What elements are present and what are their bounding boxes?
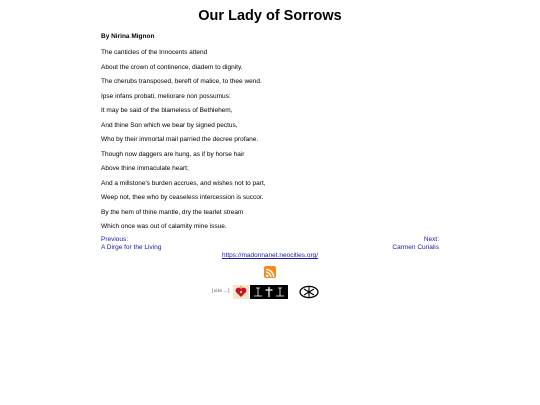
poem-line: By the hem of thine mantle, dry the tearlet stream [101,208,244,216]
next-link[interactable] [392,236,439,252]
rss-icon[interactable] [264,266,276,278]
site-home-link[interactable]: https://madonnanet.neocities.org/ [221,252,319,259]
poem-line: The canticles of the Innocents attend [101,49,208,56]
poem-line: Above thine immaculate heart; [101,165,189,172]
next-title: Carmen Curialis [392,244,439,251]
badge-row [0,285,540,301]
sacred-heart-icon[interactable] [233,285,249,304]
poem-line: And a millstone's burden accrues, and wishes not to part, [101,179,266,187]
author-byline: By Nirina Mignon [101,33,155,40]
badge-alt-text: [site ...] [212,289,230,294]
poem-line: And thine Son which we bear by signed pectus, [101,121,238,129]
poem-line: Ipse infans probati, meliorare non possumus: [101,92,231,100]
chi-rho-icon[interactable] [299,285,319,304]
previous-link[interactable] [101,236,161,252]
poem-line: Which once was out of calamity mine issue. [101,223,227,230]
poem-line: Weep not, thee who by ceaseless intercession is succor. [101,194,264,201]
crucifix-icon[interactable] [250,285,288,304]
previous-poem-nav [101,236,161,252]
poem-line: The cherubs transposed, bereft of malice, to thee wend. [101,78,262,85]
page-title: Our Lady of Sorrows [198,8,342,24]
poem-line: About the crown of continence, diadem to dignity. [101,63,243,71]
next-poem-nav [392,236,439,252]
poem-line: Though now daggers are hung, as if by horse hair [101,150,245,158]
poem-line: Who by their immortal mail parried the decree profane. [101,136,259,143]
previous-label: Previous: [101,236,129,243]
previous-title: A Dirge for the Living [101,244,162,251]
poem-line: It may be said of the blameless of Bethlehem, [101,107,233,114]
next-label: Next: [423,236,439,243]
